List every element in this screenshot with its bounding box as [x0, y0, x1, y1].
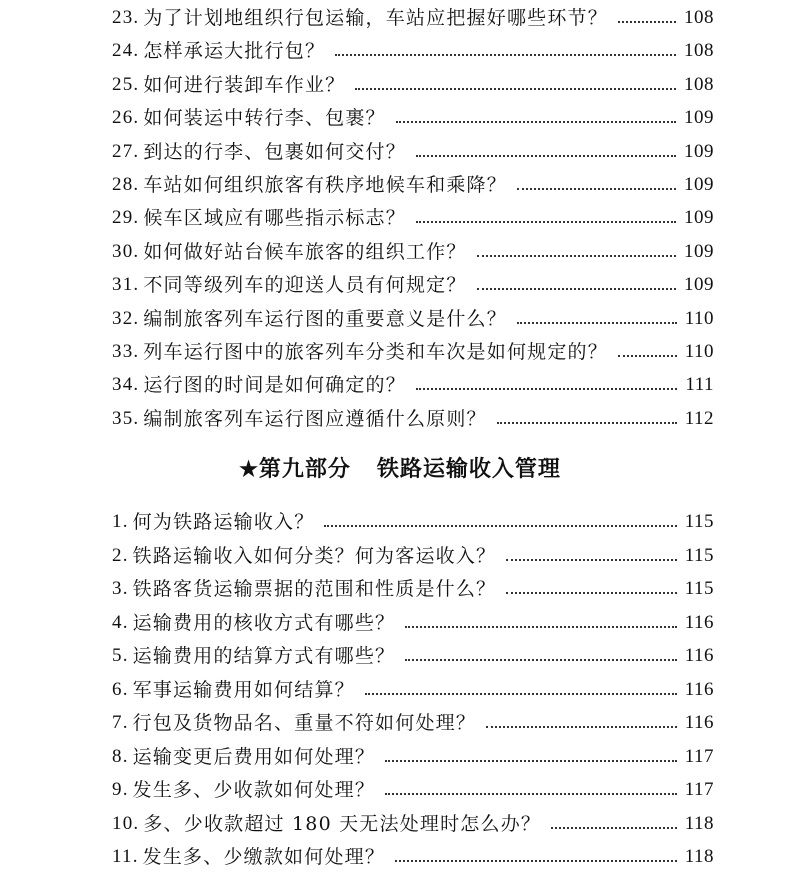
toc-entry[interactable]	[112, 843, 714, 871]
entry-number: 10.	[112, 812, 140, 834]
section-label: 第九部分	[258, 456, 351, 482]
entry-title: 不同等级列车的迎送人员有何规定？	[143, 274, 467, 297]
toc-entry[interactable]	[112, 204, 714, 232]
entry-page-number: 112	[684, 407, 714, 429]
dot-leader	[385, 793, 677, 795]
entry-title: 铁路客货运输票据的范围和性质是什么？	[132, 578, 497, 600]
toc-entry[interactable]	[112, 37, 714, 65]
section-heading	[0, 452, 800, 483]
entry-page-number: 117	[684, 779, 714, 800]
entry-number: 6.	[112, 678, 129, 700]
entry-page-number: 108	[684, 7, 714, 28]
entry-title: 多、少收款超过 180 天无法处理时怎么办？	[143, 812, 542, 835]
entry-number: 26.	[112, 107, 140, 129]
entry-number: 11.	[112, 846, 139, 867]
dot-leader	[477, 255, 676, 257]
toc-entry[interactable]	[112, 810, 714, 838]
toc-entry[interactable]	[112, 305, 714, 333]
entry-page-number: 111	[685, 374, 714, 396]
entry-title: 为了计划地组织行包运输，车站应把握好哪些环节？	[143, 7, 608, 29]
entry-page-number: 108	[684, 73, 714, 95]
toc-entry[interactable]	[112, 709, 714, 737]
entry-page-number: 118	[684, 846, 714, 867]
entry-title: 发生多、少收款如何处理？	[132, 779, 376, 801]
entry-page-number: 115	[684, 578, 714, 599]
dot-leader	[365, 693, 677, 695]
toc-entry[interactable]	[112, 642, 714, 670]
entry-title: 车站如何组织旅客有秩序地候车和乘降？	[143, 174, 507, 196]
entry-page-number: 108	[684, 40, 714, 62]
entry-number: 28.	[112, 174, 140, 195]
entry-page-number: 109	[684, 274, 714, 296]
entry-title: 候车区域应有哪些指示标志？	[143, 207, 406, 230]
dot-leader	[517, 322, 677, 324]
entry-title: 列车运行图中的旅客列车分类和车次是如何规定的？	[143, 341, 608, 363]
entry-page-number: 116	[684, 678, 714, 700]
entry-title: 运输费用的结算方式有哪些？	[132, 645, 396, 667]
toc-entry[interactable]	[112, 776, 714, 804]
toc-entry[interactable]	[112, 676, 714, 704]
entry-number: 5.	[112, 645, 129, 666]
toc-entry[interactable]	[112, 104, 714, 132]
dot-leader	[396, 121, 676, 123]
entry-page-number: 109	[684, 240, 714, 262]
entry-number: 9.	[112, 779, 129, 800]
entry-page-number: 110	[684, 341, 714, 362]
dot-leader	[395, 860, 677, 862]
toc-entry[interactable]	[112, 271, 714, 299]
entry-title: 编制旅客列车运行图的重要意义是什么？	[143, 307, 507, 330]
entry-page-number: 116	[684, 611, 714, 633]
dot-leader	[416, 388, 677, 390]
entry-number: 27.	[112, 140, 140, 162]
toc-entry[interactable]	[112, 575, 714, 603]
dot-leader	[551, 827, 677, 829]
entry-number: 32.	[112, 307, 140, 329]
entry-page-number: 110	[684, 307, 714, 329]
dot-leader	[506, 559, 676, 561]
dot-leader	[517, 188, 676, 190]
dot-leader	[477, 288, 676, 290]
star-icon: ★	[239, 456, 259, 481]
dot-leader	[355, 88, 676, 90]
entry-title: 编制旅客列车运行图应遵循什么原则？	[143, 407, 487, 430]
dot-leader	[486, 726, 677, 728]
toc-entry[interactable]	[112, 371, 714, 399]
entry-title: 铁路运输收入如何分类？何为客运收入？	[132, 544, 497, 567]
entry-page-number: 115	[684, 511, 714, 532]
entry-number: 23.	[112, 7, 140, 28]
dot-leader	[385, 760, 677, 762]
entry-page-number: 115	[684, 544, 714, 566]
toc-entry[interactable]	[112, 138, 714, 166]
section-title: 铁路运输收入管理	[376, 456, 561, 482]
dot-leader	[324, 525, 676, 527]
toc-entry[interactable]	[112, 171, 714, 199]
toc-entry[interactable]	[112, 542, 714, 570]
entry-page-number: 109	[684, 174, 714, 195]
entry-number: 7.	[112, 712, 129, 733]
entry-page-number: 118	[684, 812, 714, 834]
entry-title: 军事运输费用如何结算？	[132, 678, 355, 701]
toc-entry[interactable]	[112, 609, 714, 637]
toc-entry[interactable]	[112, 238, 714, 266]
toc-entry[interactable]	[112, 4, 714, 32]
entry-page-number: 109	[684, 107, 714, 129]
entry-page-number: 116	[684, 645, 714, 666]
entry-page-number: 116	[684, 712, 714, 733]
entry-title: 如何装运中转行李、包裹？	[143, 107, 386, 130]
dot-leader	[506, 592, 676, 594]
entry-page-number: 109	[684, 207, 714, 229]
entry-title: 如何进行装卸车作业？	[143, 73, 346, 96]
entry-number: 24.	[112, 40, 140, 62]
entry-title: 如何做好站台候车旅客的组织工作？	[143, 240, 467, 263]
entry-number: 31.	[112, 274, 140, 296]
entry-page-number: 109	[684, 140, 714, 162]
entry-number: 30.	[112, 240, 140, 262]
dot-leader	[405, 659, 676, 661]
toc-entry[interactable]	[112, 405, 714, 433]
entry-number: 1.	[112, 511, 129, 532]
dot-leader	[416, 155, 676, 157]
entry-number: 4.	[112, 611, 129, 633]
dot-leader	[618, 355, 677, 357]
entry-title: 发生多、少缴款如何处理？	[142, 846, 386, 868]
entry-title: 到达的行李、包裹如何交付？	[143, 140, 406, 163]
toc-entry[interactable]	[112, 338, 714, 366]
entry-number: 29.	[112, 207, 140, 229]
entry-title: 怎样承运大批行包？	[143, 40, 326, 63]
entry-number: 33.	[112, 341, 140, 362]
entry-number: 35.	[112, 407, 140, 429]
toc-entry[interactable]	[112, 508, 714, 536]
entry-title: 运输变更后费用如何处理？	[132, 745, 376, 768]
entry-number: 25.	[112, 73, 140, 95]
entry-title: 行包及货物品名、重量不符如何处理？	[132, 712, 477, 734]
dot-leader	[405, 626, 676, 628]
toc-entry[interactable]	[112, 71, 714, 99]
entry-title: 运输费用的核收方式有哪些？	[132, 611, 396, 634]
entry-number: 8.	[112, 745, 129, 767]
entry-number: 34.	[112, 374, 140, 396]
dot-leader	[335, 54, 676, 56]
entry-title: 运行图的时间是如何确定的？	[143, 374, 406, 397]
dot-leader	[416, 221, 676, 223]
entry-title: 何为铁路运输收入？	[132, 511, 315, 533]
dot-leader	[497, 422, 677, 424]
toc-entry[interactable]	[112, 743, 714, 771]
entry-page-number: 117	[684, 745, 714, 767]
entry-number: 3.	[112, 578, 129, 599]
entry-number: 2.	[112, 544, 129, 566]
dot-leader	[618, 21, 676, 23]
